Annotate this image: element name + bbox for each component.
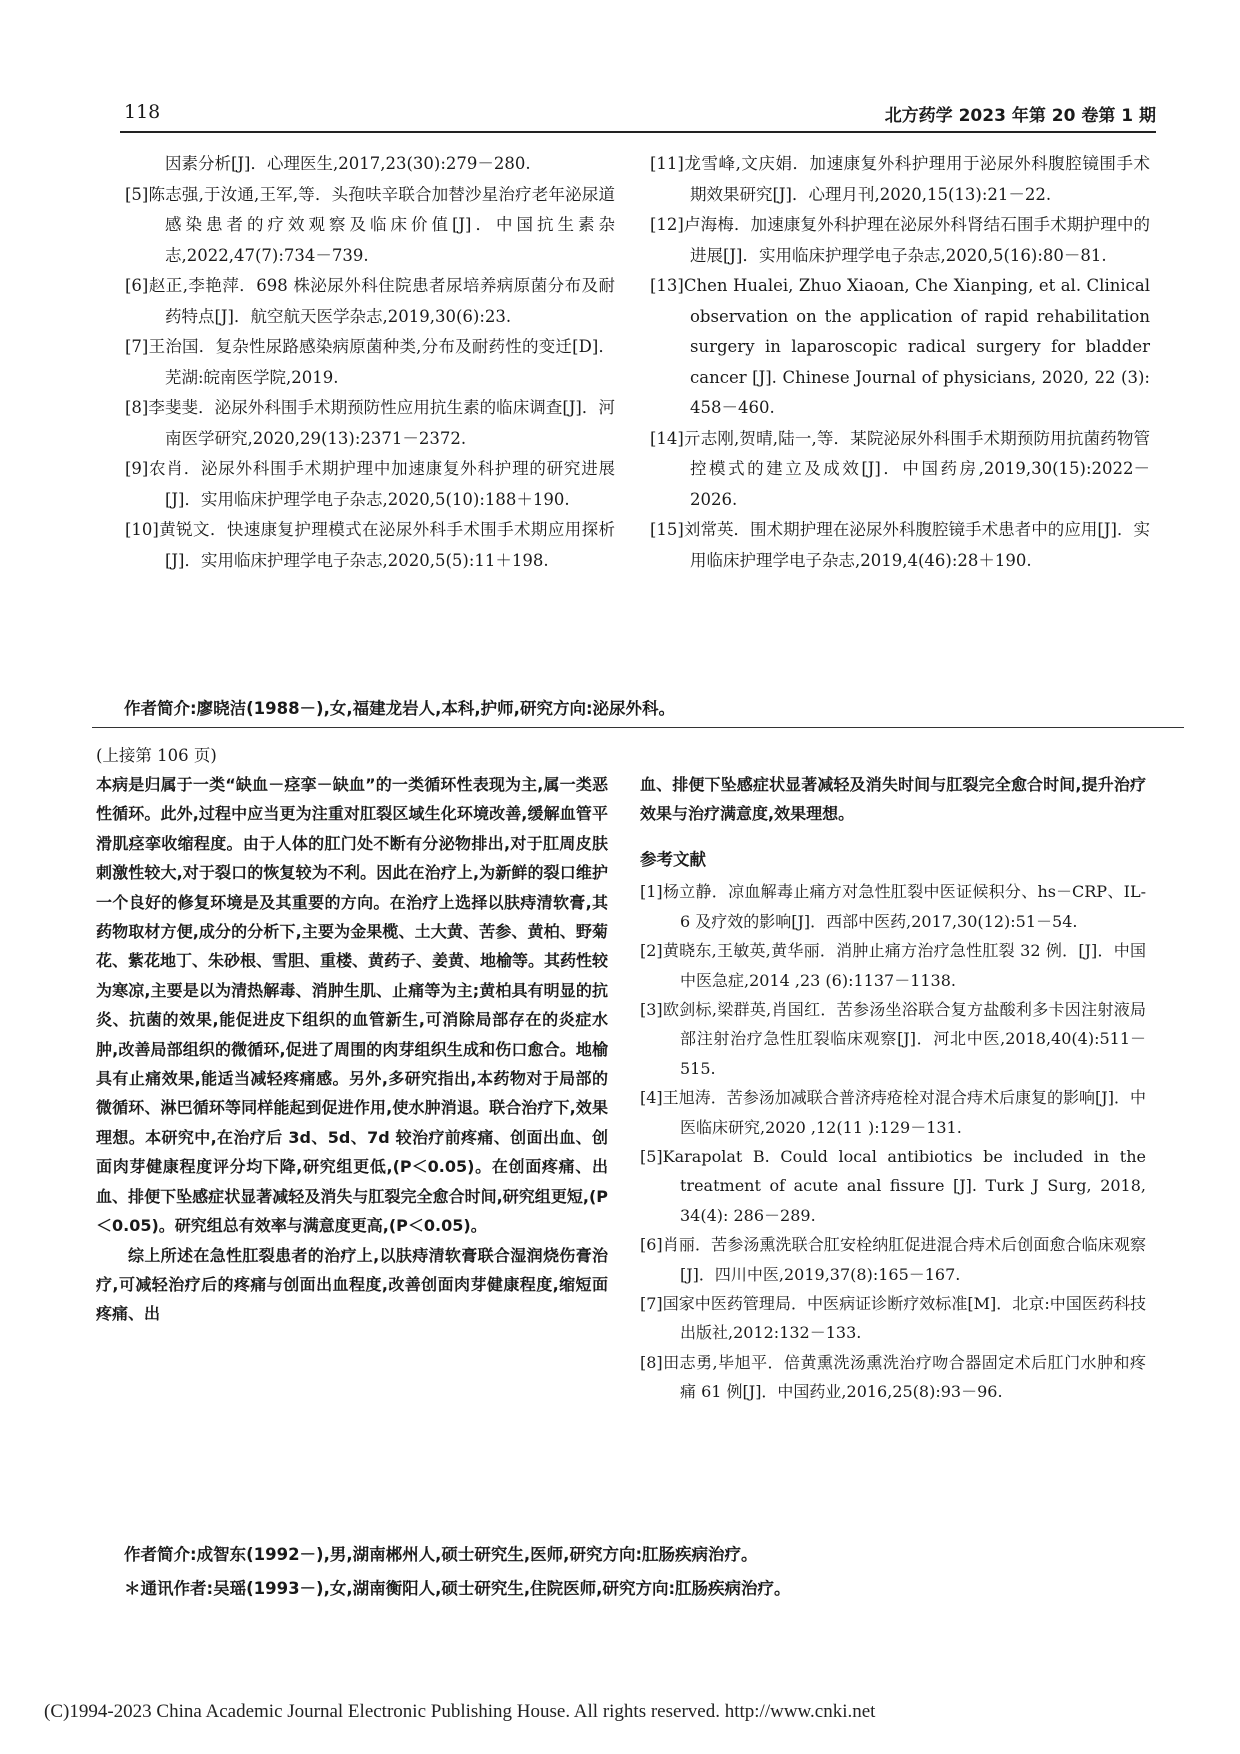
reference-item: [8]田志勇,毕旭平．倍黄熏洗汤熏洗治疗吻合器固定术后肛门水肿和疼痛 61 例[J]．中国药业,2016,25(8):93－96. bbox=[640, 1352, 1146, 1402]
section-separator bbox=[92, 727, 1184, 728]
reference-item: [11]龙雪峰,文庆娟．加速康复外科护理用于泌尿外科腹腔镜围手术期效果研究[J]．心理月刊,2020,15(13):21－22. bbox=[650, 154, 1150, 204]
reference-item: [6]赵正,李艳萍．698 株泌尿外科住院患者尿培养病原菌分布及耐药特点[J]．航空航天医学杂志,2019,30(6):23. bbox=[125, 276, 615, 326]
reference-item: [7]王治国．复杂性尿路感染病原菌种类,分布及耐药性的变迁[D]．芜湖:皖南医学院,2019. bbox=[125, 337, 615, 387]
reference-item: [7]国家中医药管理局．中医病证诊断疗效标准[M]．北京:中国医药科技出版社,2012:132－133. bbox=[640, 1294, 1146, 1343]
article-body-left bbox=[96, 770, 608, 1329]
reference-item: [9]农肖．泌尿外科围手术期护理中加速康复外科护理的研究进展[J]．实用临床护理学电子杂志,2020,5(10):188＋190. bbox=[125, 459, 615, 509]
corresponding-author: ＊通讯作者:吴瑶(1993－),女,湖南衡阳人,硕士研究生,住院医师,研究方向:肛肠疾病治疗。 bbox=[124, 1579, 791, 1598]
reference-item: [15]刘常英．围术期护理在泌尿外科腹腔镜手术患者中的应用[J]．实用临床护理学电子杂志,2019,4(46):28＋190. bbox=[650, 520, 1150, 570]
reference-item: [4]王旭涛．苦参汤加减联合普济痔疮栓对混合痔术后康复的影响[J]．中医临床研究,2020 ,12(11 ):129－131. bbox=[640, 1088, 1146, 1137]
references-column-right bbox=[650, 149, 1150, 576]
reference-item: [5]Karapolat B. Could local antibiotics be included in the treatment of acute anal fissure [J]. Turk J Surg, 2018, 34(4): 286－289. bbox=[640, 1146, 1146, 1225]
reference-item: [5]陈志强,于汝通,王军,等．头孢呋辛联合加替沙星治疗老年泌尿道感染患者的疗效观察及临床价值[J]．中国抗生素杂志,2022,47(7):734－739. bbox=[125, 184, 615, 265]
continued-note: (上接第 106 页) bbox=[96, 746, 217, 765]
reference-item: [12]卢海梅．加速康复外科护理在泌尿外科肾结石围手术期护理中的进展[J]．实用临床护理学电子杂志,2020,5(16):80－81. bbox=[650, 215, 1150, 265]
reference-item: [1]杨立静．凉血解毒止痛方对急性肛裂中医证候积分、hs－CRP、IL-6 及疗效的影响[J]．西部中医药,2017,30(12):51－54. bbox=[640, 882, 1146, 931]
author-bio-2: 作者简介:成智东(1992－),男,湖南郴州人,硕士研究生,医师,研究方向:肛肠疾病治疗。 bbox=[124, 1545, 758, 1564]
body-paragraph: 本病是归属于一类“缺血－痉挛－缺血”的一类循环性表现为主,属一类恶性循环。此外,过程中应当更为注重对肛裂区域生化环境改善,缓解血管平滑肌痉挛收缩程度。由于人体的肛门处不断有分泌物排出,对于肛周皮肤刺激性较大,对于裂口的恢复较为不利。因此在治疗上,为新鲜的裂口维护一个良好的修复环境是及其重要的方向。在治疗上选择以肤痔清软膏,其药物取材方便,成分的分析下,主要为金果榄、土大黄、苦参、黄柏、野菊花、紫花地丁、朱砂根、雪胆、重楼、黄药子、姜黄、地榆等。其药性较为寒凉,主要是以为清热解毒、消肿生肌、止痛等为主;黄柏具有明显的抗炎、抗菌的效果,能促进皮下组织的血管新生,可消除局部存在的炎症水肿,改善局部组织的微循环,促进了周围的肉芽组织生成和伤口愈合。地榆具有止痛效果,能适当减轻疼痛感。另外,多研究指出,本药物对于局部的微循环、淋巴循环等同样能起到促进作用,使水肿消退。联合治疗下,效果理想。本研究中,在治疗后 3d、5d、7d 较治疗前疼痛、创面出血、创面肉芽健康程度评分均下降,研究组更低,(P＜0.05)。在创面疼痛、出血、排便下坠感症状显著减轻及消失与肛裂完全愈合时间,研究组更短,(P＜0.05)。研究组总有效率与满意度更高,(P＜0.05)。 bbox=[96, 775, 609, 1236]
body-paragraph: 综上所述在急性肛裂患者的治疗上,以肤痔清软膏联合湿润烧伤膏治疗,可减轻治疗后的疼痛与创面出血程度,改善创面肉芽健康程度,缩短面疼痛、出 bbox=[96, 1245, 608, 1324]
author-bio-1: 作者简介:廖晓洁(1988－),女,福建龙岩人,本科,护师,研究方向:泌尿外科。 bbox=[124, 699, 676, 718]
copyright-footer: (C)1994-2023 China Academic Journal Electronic Publishing House. All rights reserved. http://www.cnki.net bbox=[44, 1701, 876, 1722]
references-column-left bbox=[125, 149, 615, 576]
journal-running-header: 北方药学 2023 年第 20 卷第 1 期 bbox=[884, 106, 1156, 126]
article-body-right bbox=[640, 770, 1146, 1407]
references-heading: 参考文献 bbox=[640, 849, 706, 869]
reference-item: [13]Chen Hualei, Zhuo Xiaoan, Che Xianping, et al. Clinical observation on the application of rapid rehabilitation surgery in laparoscopic radical surgery for bladder cancer [J]. Chinese Journal of physicians, 2020, 22 (3): 458－460. bbox=[650, 276, 1150, 417]
reference-item: [6]肖丽．苦参汤熏洗联合肛安栓纳肛促进混合痔术后创面愈合临床观察[J]．四川中医,2019,37(8):165－167. bbox=[640, 1235, 1146, 1284]
reference-item: [8]李斐斐．泌尿外科围手术期预防性应用抗生素的临床调查[J]．河南医学研究,2020,29(13):2371－2372. bbox=[125, 398, 615, 448]
reference-item: [10]黄锐文．快速康复护理模式在泌尿外科手术围手术期应用探析[J]．实用临床护理学电子杂志,2020,5(5):11＋198. bbox=[125, 520, 615, 570]
reference-item: 因素分析[J]．心理医生,2017,23(30):279－280. bbox=[165, 154, 531, 173]
page-number: 118 bbox=[124, 101, 161, 123]
reference-item: [14]亓志刚,贺晴,陆一,等．某院泌尿外科围手术期预防用抗菌药物管控模式的建立及成效[J]．中国药房,2019,30(15):2022－2026. bbox=[650, 428, 1150, 509]
reference-item: [2]黄晓东,王敏英,黄华丽．消肿止痛方治疗急性肛裂 32 例．[J]．中国中医急症,2014 ,23 (6):1137－1138. bbox=[640, 941, 1146, 990]
header-rule bbox=[120, 131, 1156, 133]
body-paragraph: 血、排便下坠感症状显著减轻及消失时间与肛裂完全愈合时间,提升治疗效果与治疗满意度,效果理想。 bbox=[640, 775, 1146, 824]
reference-item: [3]欧剑标,梁群英,肖国红．苦参汤坐浴联合复方盐酸利多卡因注射液局部注射治疗急性肛裂临床观察[J]．河北中医,2018,40(4):511－515. bbox=[640, 999, 1146, 1078]
